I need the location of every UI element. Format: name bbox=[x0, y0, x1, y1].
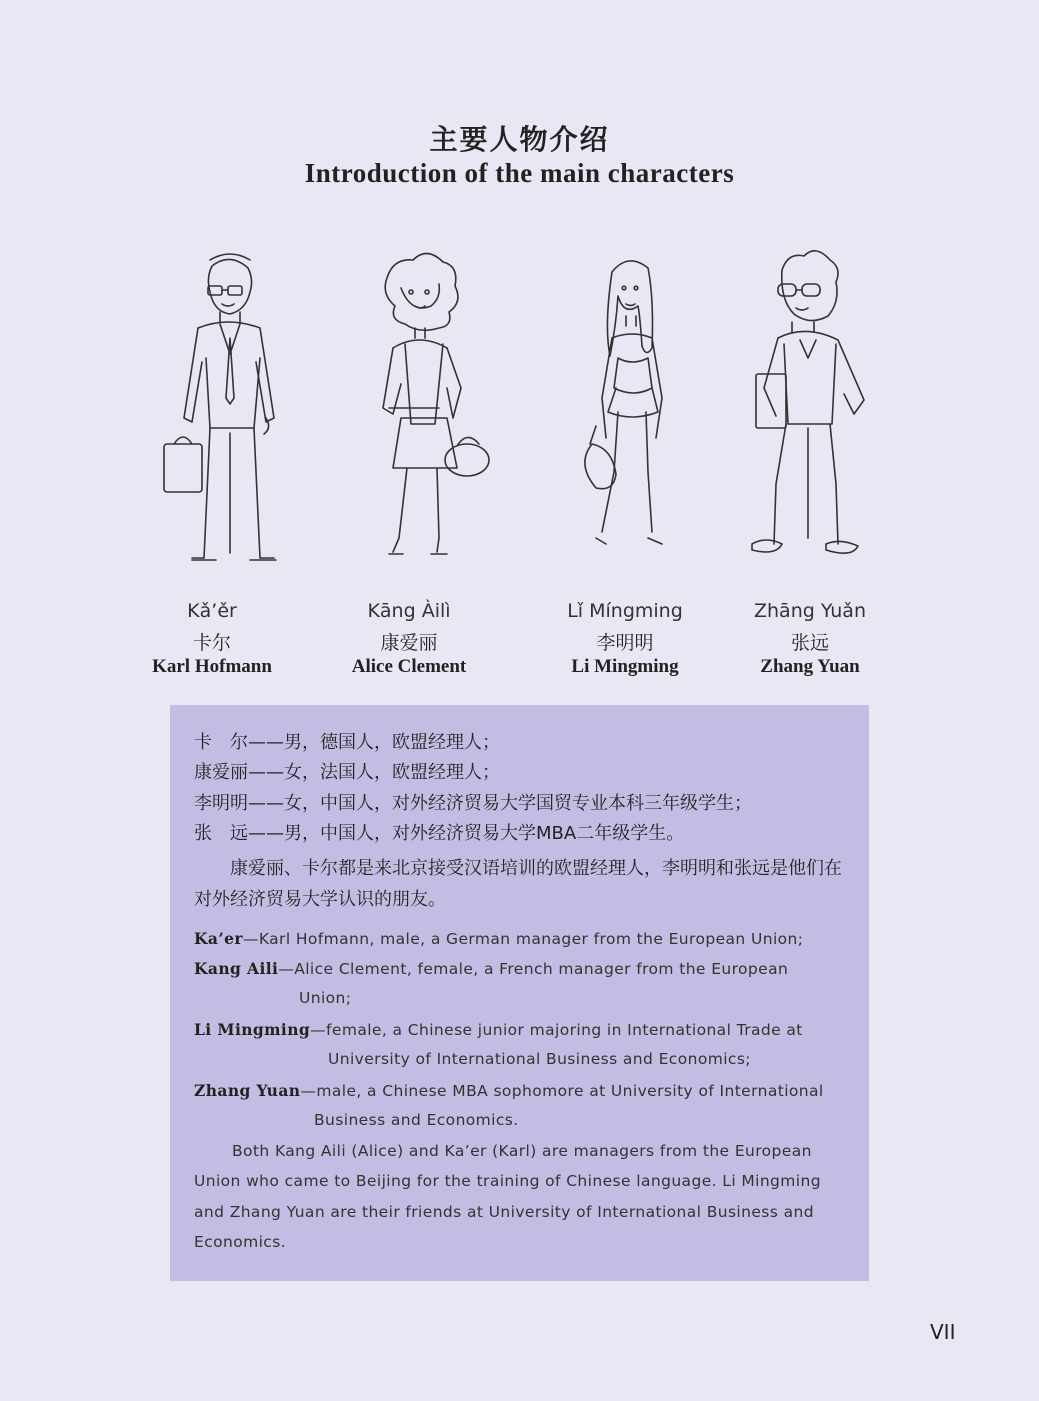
character-hanzi: 卡尔 bbox=[192, 632, 231, 654]
page-number: VII bbox=[930, 1320, 956, 1344]
cn-line: 卡 尔——男，德国人，欧盟经理人； bbox=[194, 732, 500, 753]
en-entry-text: —male, a Chinese MBA sophomore at University of International bbox=[300, 1082, 824, 1100]
page-title-chinese: 主要人物介绍 bbox=[429, 123, 610, 156]
character-zhang-yuan bbox=[730, 600, 890, 678]
character-pinyin: Kāng Àilì bbox=[367, 600, 451, 622]
character-english-name: Li Mingming bbox=[571, 656, 679, 677]
en-paragraph-line: Economics. bbox=[194, 1233, 287, 1251]
en-entry-name: Zhang Yuan bbox=[194, 1081, 301, 1100]
young-man-glasses-figure-icon bbox=[742, 248, 872, 573]
page-title-english: Introduction of the main characters bbox=[304, 158, 735, 188]
en-entry-name: Kang Aili bbox=[194, 959, 279, 978]
en-entry-continuation: Union; bbox=[299, 989, 352, 1007]
en-entry-text: —Karl Hofmann, male, a German manager from the European Union; bbox=[242, 930, 804, 948]
character-english-name: Zhang Yuan bbox=[760, 656, 860, 677]
en-paragraph-line: and Zhang Yuan are their friends at University of International Business and bbox=[194, 1203, 814, 1221]
character-li-mingming bbox=[545, 600, 705, 678]
cn-line: 张 远——男，中国人，对外经济贸易大学MBA二年级学生。 bbox=[194, 823, 685, 844]
woman-curly-hair-figure-icon bbox=[365, 248, 505, 568]
character-karl bbox=[132, 600, 292, 678]
character-hanzi: 张远 bbox=[790, 632, 829, 654]
businessman-figure-icon bbox=[150, 248, 290, 578]
character-english-name: Alice Clement bbox=[351, 656, 467, 677]
en-entry-li-mingming bbox=[194, 1020, 850, 1039]
character-alice bbox=[329, 600, 489, 678]
en-entry-continuation: Business and Economics. bbox=[314, 1111, 519, 1129]
cn-line: 李明明——女，中国人，对外经济贸易大学国贸专业本科三年级学生； bbox=[194, 793, 752, 814]
en-entry-kaer bbox=[194, 929, 850, 948]
character-pinyin: Zhāng Yuǎn bbox=[754, 600, 866, 622]
en-entry-text: —female, a Chinese junior majoring in International Trade at bbox=[310, 1021, 803, 1039]
young-woman-long-hair-figure-icon bbox=[572, 248, 692, 558]
character-hanzi: 李明明 bbox=[596, 632, 654, 654]
character-description-box bbox=[170, 705, 869, 1281]
character-hanzi: 康爱丽 bbox=[380, 632, 438, 654]
en-paragraph-line: Union who came to Beijing for the training of Chinese language. Li Mingming bbox=[194, 1172, 821, 1190]
cn-line: 康爱丽——女，法国人，欧盟经理人； bbox=[194, 762, 500, 783]
en-entry-continuation: University of International Business and Economics; bbox=[328, 1050, 751, 1068]
en-paragraph-line: Both Kang Aili (Alice) and Ka’er (Karl) are managers from the European bbox=[232, 1142, 812, 1160]
en-entry-text: —Alice Clement, female, a French manager from the European bbox=[278, 960, 789, 978]
cn-paragraph: 康爱丽、卡尔都是来北京接受汉语培训的欧盟经理人，李明明和张远是他们在对外经济贸易大学认识的朋友。 bbox=[194, 858, 842, 910]
en-entry-zhang-yuan bbox=[194, 1081, 850, 1100]
character-english-name: Karl Hofmann bbox=[152, 656, 272, 677]
character-pinyin: Lǐ Míngming bbox=[567, 600, 683, 622]
en-entry-name: Ka’er bbox=[194, 929, 243, 948]
en-entry-name: Li Mingming bbox=[194, 1020, 311, 1039]
en-entry-kang-aili bbox=[194, 959, 850, 978]
character-pinyin: Kǎ’ěr bbox=[187, 600, 237, 622]
